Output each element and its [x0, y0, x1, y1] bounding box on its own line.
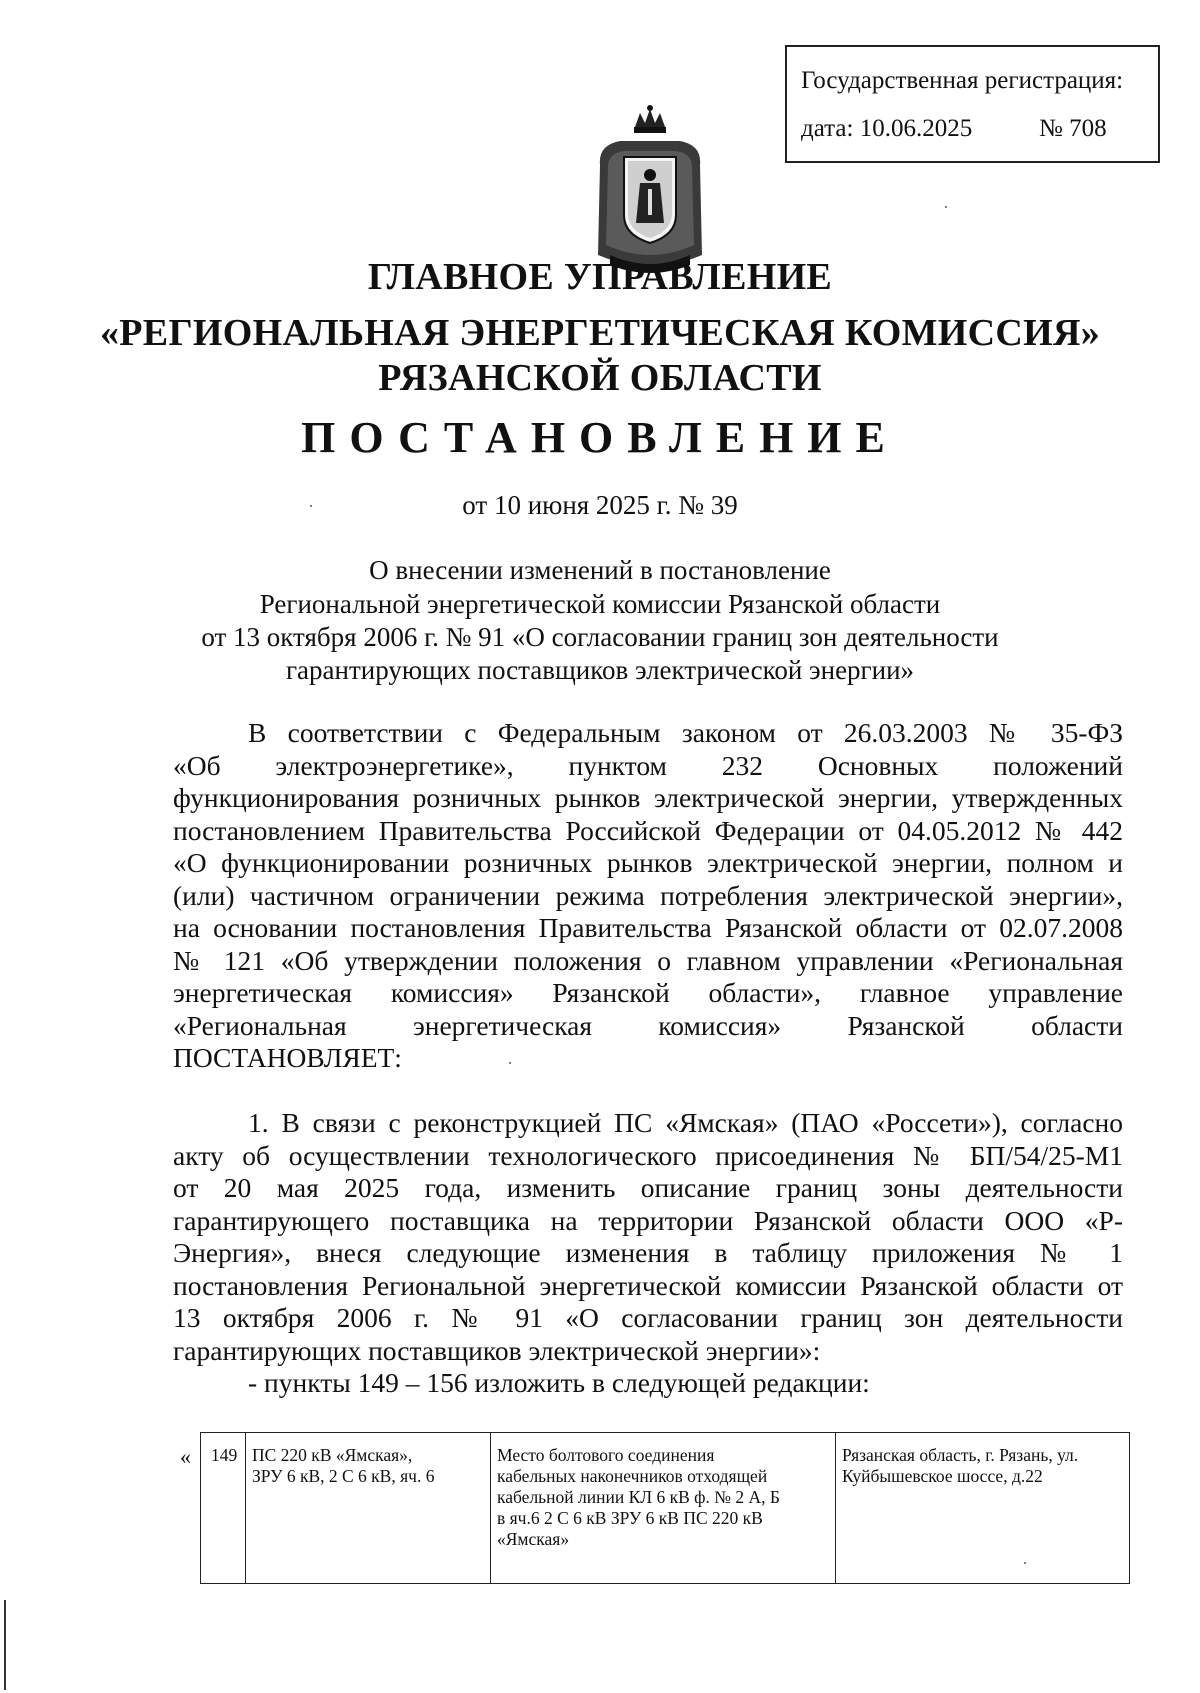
table-cell-boundary — [491, 1433, 836, 1583]
boundaries-table — [200, 1432, 1130, 1584]
preamble-line: «О функционировании розничных рынков электрической энергии, полном и — [173, 847, 1123, 878]
item-1-line: 13 октября 2006 г. № 91 «О согласовании границ зон деятельности — [173, 1302, 1123, 1333]
header-line-2: «РЕГИОНАЛЬНАЯ ЭНЕРГЕТИЧЕСКАЯ КОМИССИЯ» — [99, 312, 1101, 354]
boundary-line: кабельной линии КЛ 6 кВ ф. № 2 А, Б — [497, 1487, 780, 1507]
item-1-paragraph — [173, 1107, 1123, 1400]
item-1-line: от 20 мая 2025 года, изменить описание границ зоны деятельности — [173, 1172, 1123, 1203]
subject-line: О внесении изменений в постановление — [369, 555, 831, 585]
address-line: Куйбышевское шоссе, д.22 — [842, 1466, 1043, 1486]
coat-of-arms-icon — [590, 105, 710, 275]
boundary-line: Место болтового соединения — [497, 1445, 715, 1465]
boundary-line: «Ямская» — [497, 1529, 570, 1549]
scan-speck — [310, 505, 312, 507]
document-type-title: ПОСТАНОВЛЕНИЕ — [301, 413, 899, 462]
item-1-line: постановления Региональной энергетической комиссии Рязанской области от — [173, 1269, 1123, 1301]
preamble-line: «Об электроэнергетике», пунктом 232 Основных положений — [173, 749, 1123, 781]
item-1-line: акту об осуществлении технологического присоединения № БП/54/25-М1 — [173, 1139, 1123, 1171]
header-line-3: РЯЗАНСКОЙ ОБЛАСТИ — [378, 357, 822, 399]
object-line: ПС 220 кВ «Ямская», — [252, 1445, 413, 1465]
preamble-line: постановлением Правительства Российской Федерации от 04.05.2012 № 442 — [173, 814, 1123, 846]
scan-edge-mark — [4, 1600, 6, 1690]
preamble-resolves: ПОСТАНОВЛЯЕТ: — [173, 1042, 402, 1073]
scan-speck — [509, 1062, 511, 1064]
preamble-paragraph — [173, 717, 1123, 1075]
item-1-line: Энергия», внеся следующие изменения в таблицу приложения № 1 — [173, 1237, 1123, 1268]
document-date-number: от 10 июня 2025 г. № 39 — [462, 490, 738, 520]
address-line: Рязанская область, г. Рязань, ул. — [842, 1445, 1079, 1465]
table-open-quote: « — [180, 1444, 191, 1469]
object-line: ЗРУ 6 кВ, 2 С 6 кВ, яч. 6 — [252, 1466, 435, 1486]
registration-stamp — [785, 45, 1160, 163]
table-cell-object — [246, 1433, 491, 1583]
item-1-line: - пункты 149 – 156 изложить в следующей редакции: — [248, 1367, 870, 1398]
registration-number: № 708 — [1039, 115, 1107, 142]
table-cell-address — [836, 1433, 1129, 1583]
preamble-line: энергетическая комиссия» Рязанской области», главное управление — [173, 977, 1123, 1008]
item-1-line: гарантирующего поставщика на территории Рязанской области ООО «Р- — [173, 1204, 1123, 1236]
preamble-line: функционирования розничных рынков электрической энергии, утвержденных — [173, 782, 1123, 813]
header-line-1: ГЛАВНОЕ УПРАВЛЕНИЕ — [367, 256, 833, 298]
scan-speck — [945, 206, 947, 208]
preamble-line: (или) частичном ограничении режима потребления электрической энергии», — [173, 879, 1123, 911]
preamble-line: В соответствии с Федеральным законом от 26.03.2003 № 35-ФЗ — [248, 717, 1123, 748]
item-1-line: гарантирующих поставщиков электрической энергии»: — [173, 1334, 821, 1366]
preamble-line: «Региональная энергетическая комиссия» Рязанской области — [173, 1009, 1123, 1041]
boundary-line: в яч.6 2 С 6 кВ ЗРУ 6 кВ ПС 220 кВ — [497, 1508, 763, 1528]
item-1-line: 1. В связи с реконструкцией ПС «Ямская» (ПАО «Россети»), согласно — [248, 1107, 1123, 1138]
scan-speck — [1024, 1562, 1026, 1564]
registration-date: дата: 10.06.2025 — [801, 115, 973, 142]
preamble-line: на основании постановления Правительства Рязанской области от 02.07.2008 — [173, 912, 1123, 943]
subject-line: от 13 октября 2006 г. № 91 «О согласовании границ зон деятельности — [201, 622, 999, 652]
registration-title: Государственная регистрация: — [801, 67, 1124, 94]
preamble-line: № 121 «Об утверждении положения о главном управлении «Региональная — [173, 944, 1123, 976]
row-number: 149 — [211, 1445, 238, 1465]
table-cell-number — [201, 1433, 246, 1583]
boundary-line: кабельных наконечников отходящей — [497, 1466, 768, 1486]
subject-line: гарантирующих поставщиков электрической энергии» — [285, 655, 915, 685]
subject-line: Региональной энергетической комиссии Рязанской области — [259, 589, 941, 619]
